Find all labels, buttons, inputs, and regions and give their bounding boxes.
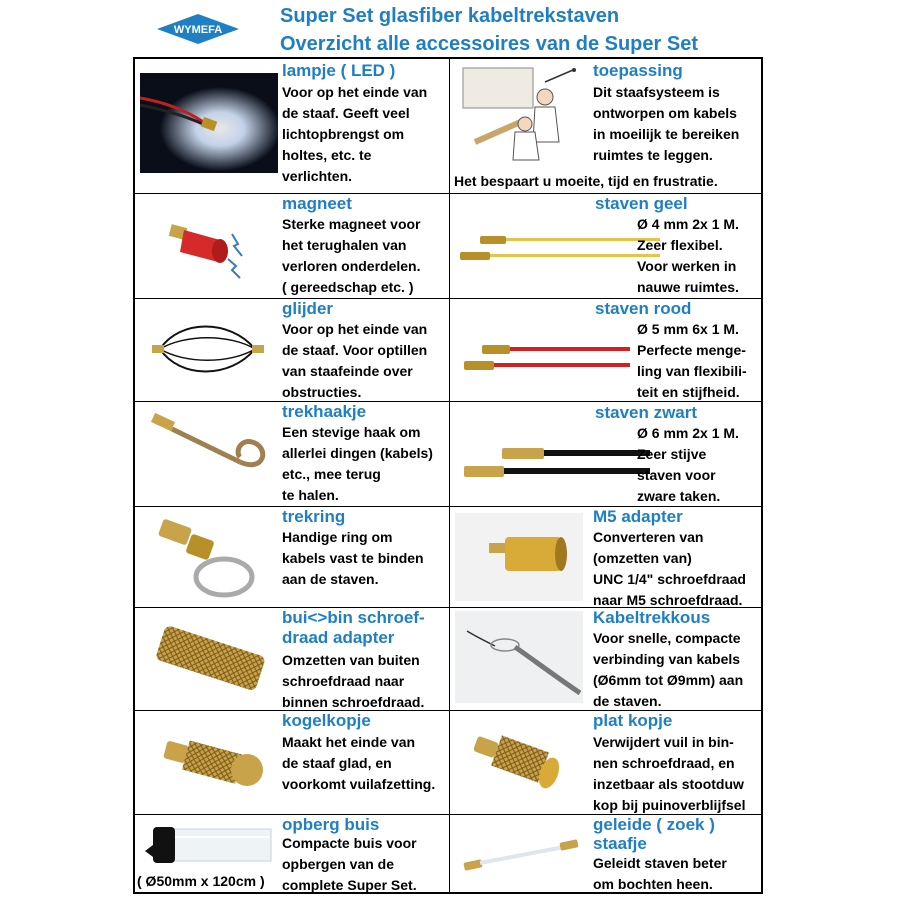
accessory-title: Kabeltrekkous xyxy=(593,608,711,627)
led-lamp-image xyxy=(140,73,278,173)
yellow-rods-image xyxy=(460,224,660,274)
accessory-thread-adapter xyxy=(135,608,450,710)
accessory-description: Verwijdert vuil in bin- nen schroefdraad, en inzetbaar als stootduw kop bij puinoverblijfsel xyxy=(593,734,746,813)
accessory-description: Omzetten van buiten schroefdraad naar binnen schroefdraad. xyxy=(282,652,425,710)
application-illustration-image xyxy=(455,62,583,162)
accessory-magnet xyxy=(135,194,450,298)
glider-image xyxy=(140,314,275,384)
magnet-image xyxy=(150,204,270,284)
guide-rod-image xyxy=(460,837,590,877)
accessory-title: opberg buis xyxy=(282,815,380,834)
accessory-title: lampje ( LED ) xyxy=(282,61,396,80)
table-row xyxy=(135,402,761,507)
table-row xyxy=(135,299,761,402)
accessory-application xyxy=(450,59,761,193)
accessory-footer-note: ( Ø50mm x 120cm ) xyxy=(137,873,265,889)
svg-text:WYMEFA: WYMEFA xyxy=(173,24,223,36)
accessory-guide-rod xyxy=(450,815,761,893)
accessory-m5-adapter xyxy=(450,507,761,607)
red-rods-image xyxy=(460,339,630,379)
accessory-description: Maakt het einde van de staaf glad, en voorkomt vuilafzetting. xyxy=(282,734,436,792)
accessory-title: toepassing xyxy=(593,61,683,80)
cable-sock-image xyxy=(455,611,583,703)
table-row xyxy=(135,507,761,608)
accessory-led-lamp xyxy=(135,59,450,193)
accessory-title: staven rood xyxy=(595,299,692,318)
accessory-red-rods xyxy=(450,299,761,401)
accessory-description: Sterke magneet voor het terughalen van verloren onderdelen. ( gereedschap etc. ) xyxy=(282,216,421,295)
accessory-ball-head xyxy=(135,711,450,814)
accessory-title: trekhaakje xyxy=(282,402,367,421)
accessory-description: Geleidt staven beter om bochten heen. xyxy=(593,855,727,892)
accessory-hook xyxy=(135,402,450,506)
page-title: Super Set glasfiber kabeltrekstaven xyxy=(280,5,620,27)
table-row xyxy=(135,711,761,815)
accessory-title: plat kopje xyxy=(593,711,673,730)
accessory-footer-note: Het bespaart u moeite, tijd en frustratie. xyxy=(454,173,718,189)
accessory-description: Ø 5 mm 6x 1 M. Perfecte menge- ling van flexibili- teit en stijfheid. xyxy=(637,321,747,400)
accessory-description: Handige ring om kabels vast te binden aan de staven. xyxy=(282,529,424,587)
m5-adapter-image xyxy=(455,513,583,601)
accessory-pull-ring xyxy=(135,507,450,607)
table-row xyxy=(135,815,761,893)
wymefa-logo xyxy=(156,13,240,45)
storage-tube-image xyxy=(143,819,278,871)
accessory-description: Converteren van (omzetten van) UNC 1/4" schroefdraad naar M5 schroefdraad. xyxy=(593,529,746,607)
ball-head-image xyxy=(155,725,275,795)
accessory-black-rods xyxy=(450,402,761,506)
hook-image xyxy=(140,407,280,497)
accessories-table xyxy=(133,57,763,894)
accessory-description: Voor op het einde van de staaf. Geeft veel lichtopbrengst om holtes, etc. te verlichten. xyxy=(282,84,428,184)
accessory-title: staven zwart xyxy=(595,403,698,422)
accessory-title: magneet xyxy=(282,194,352,213)
flat-head-image xyxy=(465,725,575,795)
accessory-title: staven geel xyxy=(595,194,688,213)
accessory-description: Ø 4 mm 2x 1 M. Zeer flexibel. Voor werken in nauwe ruimtes. xyxy=(637,216,739,295)
accessory-yellow-rods xyxy=(450,194,761,298)
accessory-description: Compacte buis voor opbergen van de complete Super Set. xyxy=(282,835,417,893)
page-subtitle: Overzicht alle accessoires van de Super Set xyxy=(280,33,698,55)
accessory-title: bui<>bin schroef- draad adapter xyxy=(282,608,425,647)
accessory-title: glijder xyxy=(282,299,334,318)
accessory-flat-head xyxy=(450,711,761,814)
table-row xyxy=(135,194,761,299)
accessory-title: M5 adapter xyxy=(593,507,683,526)
accessory-cable-sock xyxy=(450,608,761,710)
accessory-description: Ø 6 mm 2x 1 M. Zeer stijve staven voor zware taken. xyxy=(637,425,739,504)
accessory-description: Een stevige haak om allerlei dingen (kabels) etc., mee terug te halen. xyxy=(282,424,433,503)
black-rods-image xyxy=(460,444,650,484)
accessory-title: geleide ( zoek ) staafje xyxy=(593,815,715,853)
accessory-title: kogelkopje xyxy=(282,711,371,730)
accessory-storage-tube xyxy=(135,815,450,893)
accessory-description: Dit staafsysteem is ontworpen om kabels in moeilijk te bereiken ruimtes te leggen. xyxy=(593,84,740,163)
accessory-description: Voor snelle, compacte verbinding van kabels (Ø6mm tot Ø9mm) aan de staven. xyxy=(593,630,744,709)
accessory-glider xyxy=(135,299,450,401)
table-row xyxy=(135,59,761,194)
accessory-title: trekring xyxy=(282,507,346,526)
table-row xyxy=(135,608,761,711)
pull-ring-image xyxy=(150,513,275,601)
accessory-description: Voor op het einde van de staaf. Voor optillen van staafeinde over obstructies. xyxy=(282,321,428,400)
thread-adapter-image xyxy=(150,620,275,700)
